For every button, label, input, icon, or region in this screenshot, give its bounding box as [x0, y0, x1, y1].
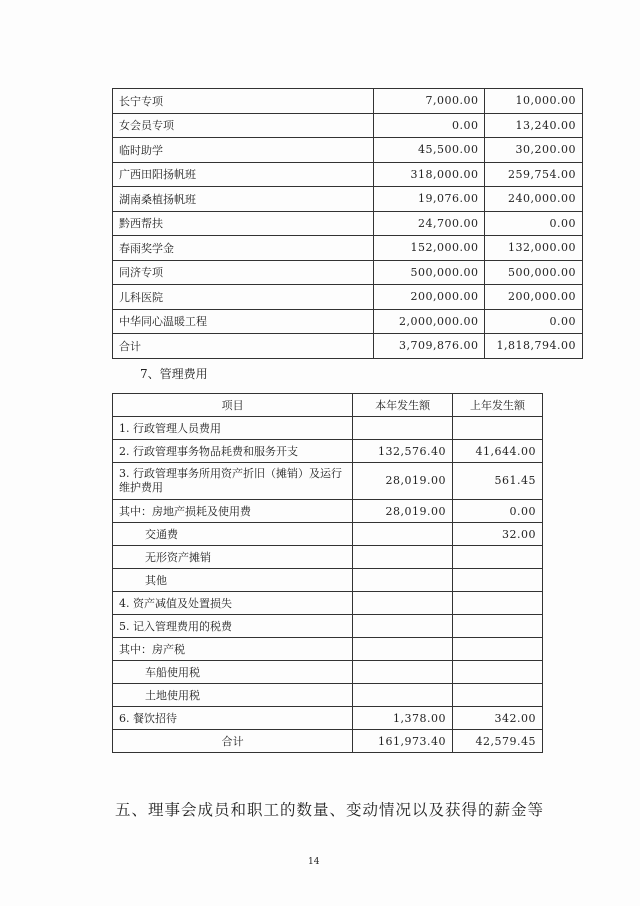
- current-year-value: 1,378.00: [353, 707, 453, 730]
- current-year-value: 200,000.00: [374, 285, 485, 310]
- table-row: [113, 89, 583, 114]
- row-label: 临时助学: [113, 138, 374, 163]
- row-label: 6. 餐饮招待: [113, 707, 353, 730]
- management-expense-table: [112, 393, 543, 753]
- current-year-value: 500,000.00: [374, 260, 485, 285]
- header-current-year: 本年发生额: [353, 394, 453, 417]
- previous-year-value: 259,754.00: [485, 162, 583, 187]
- current-year-value: 19,076.00: [374, 187, 485, 212]
- header-item: 项目: [113, 394, 353, 417]
- previous-year-value: 13,240.00: [485, 113, 583, 138]
- current-year-value: 3,709,876.00: [374, 334, 485, 359]
- row-label: 中华同心温暖工程: [113, 309, 374, 334]
- current-year-value: 152,000.00: [374, 236, 485, 261]
- current-year-value: [353, 592, 453, 615]
- row-label: 其中：房产税: [113, 638, 353, 661]
- table-row: [113, 236, 583, 261]
- table-row: [113, 440, 543, 463]
- current-year-value: 132,576.40: [353, 440, 453, 463]
- row-label: 3. 行政管理事务所用资产折旧（摊销）及运行维护费用: [113, 463, 353, 500]
- current-year-value: [353, 684, 453, 707]
- row-label: 女会员专项: [113, 113, 374, 138]
- row-label: 4. 资产减值及处置损失: [113, 592, 353, 615]
- current-year-value: 318,000.00: [374, 162, 485, 187]
- current-year-value: 28,019.00: [353, 463, 453, 500]
- row-label: 合计: [113, 334, 374, 359]
- row-label: 其中：房地产损耗及使用费: [113, 500, 353, 523]
- previous-year-value: 561.45: [453, 463, 543, 500]
- table-row: [113, 661, 543, 684]
- previous-year-value: 42,579.45: [453, 730, 543, 753]
- current-year-value: [353, 661, 453, 684]
- table-row: [113, 592, 543, 615]
- previous-year-value: [453, 638, 543, 661]
- table-row: [113, 113, 583, 138]
- table-row: [113, 285, 583, 310]
- current-year-value: 28,019.00: [353, 500, 453, 523]
- row-label: 儿科医院: [113, 285, 374, 310]
- table-row: [113, 707, 543, 730]
- table-header-row: [113, 394, 543, 417]
- table-row: [113, 138, 583, 163]
- row-label: 其他: [113, 569, 353, 592]
- table-row: [113, 260, 583, 285]
- table-row: [113, 417, 543, 440]
- donation-expense-table: [112, 88, 583, 359]
- table-row: [113, 684, 543, 707]
- previous-year-value: [453, 569, 543, 592]
- table-row: [113, 309, 583, 334]
- page-number: 14: [308, 857, 320, 867]
- table-row: [113, 730, 543, 753]
- previous-year-value: 10,000.00: [485, 89, 583, 114]
- table-row: [113, 638, 543, 661]
- table-row: [113, 546, 543, 569]
- row-label: 土地使用税: [113, 684, 353, 707]
- previous-year-value: [453, 546, 543, 569]
- previous-year-value: 0.00: [453, 500, 543, 523]
- row-label: 无形资产摊销: [113, 546, 353, 569]
- row-label: 1. 行政管理人员费用: [113, 417, 353, 440]
- current-year-value: 161,973.40: [353, 730, 453, 753]
- current-year-value: [353, 417, 453, 440]
- previous-year-value: 342.00: [453, 707, 543, 730]
- current-year-value: 7,000.00: [374, 89, 485, 114]
- current-year-value: [353, 546, 453, 569]
- current-year-value: 24,700.00: [374, 211, 485, 236]
- row-label: 交通费: [113, 523, 353, 546]
- previous-year-value: [453, 615, 543, 638]
- row-label: 春雨奖学金: [113, 236, 374, 261]
- row-label: 湖南桑植扬帆班: [113, 187, 374, 212]
- row-label: 合计: [113, 730, 353, 753]
- table-row: [113, 187, 583, 212]
- table-row: [113, 615, 543, 638]
- table-row: [113, 523, 543, 546]
- previous-year-value: 1,818,794.00: [485, 334, 583, 359]
- current-year-value: 45,500.00: [374, 138, 485, 163]
- section-5-heading: 五、理事会成员和职工的数量、变动情况以及获得的薪金等: [115, 801, 545, 819]
- section-7-title: 7、管理费用: [140, 367, 208, 381]
- previous-year-value: 500,000.00: [485, 260, 583, 285]
- header-previous-year: 上年发生额: [453, 394, 543, 417]
- current-year-value: 2,000,000.00: [374, 309, 485, 334]
- table-row: [113, 463, 543, 500]
- table-row: [113, 569, 543, 592]
- previous-year-value: 30,200.00: [485, 138, 583, 163]
- previous-year-value: 132,000.00: [485, 236, 583, 261]
- previous-year-value: 0.00: [485, 309, 583, 334]
- table-row: [113, 162, 583, 187]
- table-row: [113, 211, 583, 236]
- row-label: 同济专项: [113, 260, 374, 285]
- previous-year-value: [453, 417, 543, 440]
- current-year-value: 0.00: [374, 113, 485, 138]
- previous-year-value: 200,000.00: [485, 285, 583, 310]
- current-year-value: [353, 638, 453, 661]
- previous-year-value: [453, 684, 543, 707]
- table-row: [113, 334, 583, 359]
- row-label: 黔西帮扶: [113, 211, 374, 236]
- row-label: 车船使用税: [113, 661, 353, 684]
- previous-year-value: 41,644.00: [453, 440, 543, 463]
- table-row: [113, 500, 543, 523]
- row-label: 2. 行政管理事务物品耗费和服务开支: [113, 440, 353, 463]
- previous-year-value: [453, 661, 543, 684]
- row-label: 5. 记入管理费用的税费: [113, 615, 353, 638]
- row-label: 长宁专项: [113, 89, 374, 114]
- previous-year-value: 32.00: [453, 523, 543, 546]
- previous-year-value: 0.00: [485, 211, 583, 236]
- previous-year-value: [453, 592, 543, 615]
- current-year-value: [353, 615, 453, 638]
- previous-year-value: 240,000.00: [485, 187, 583, 212]
- current-year-value: [353, 569, 453, 592]
- row-label: 广西田阳扬帆班: [113, 162, 374, 187]
- current-year-value: [353, 523, 453, 546]
